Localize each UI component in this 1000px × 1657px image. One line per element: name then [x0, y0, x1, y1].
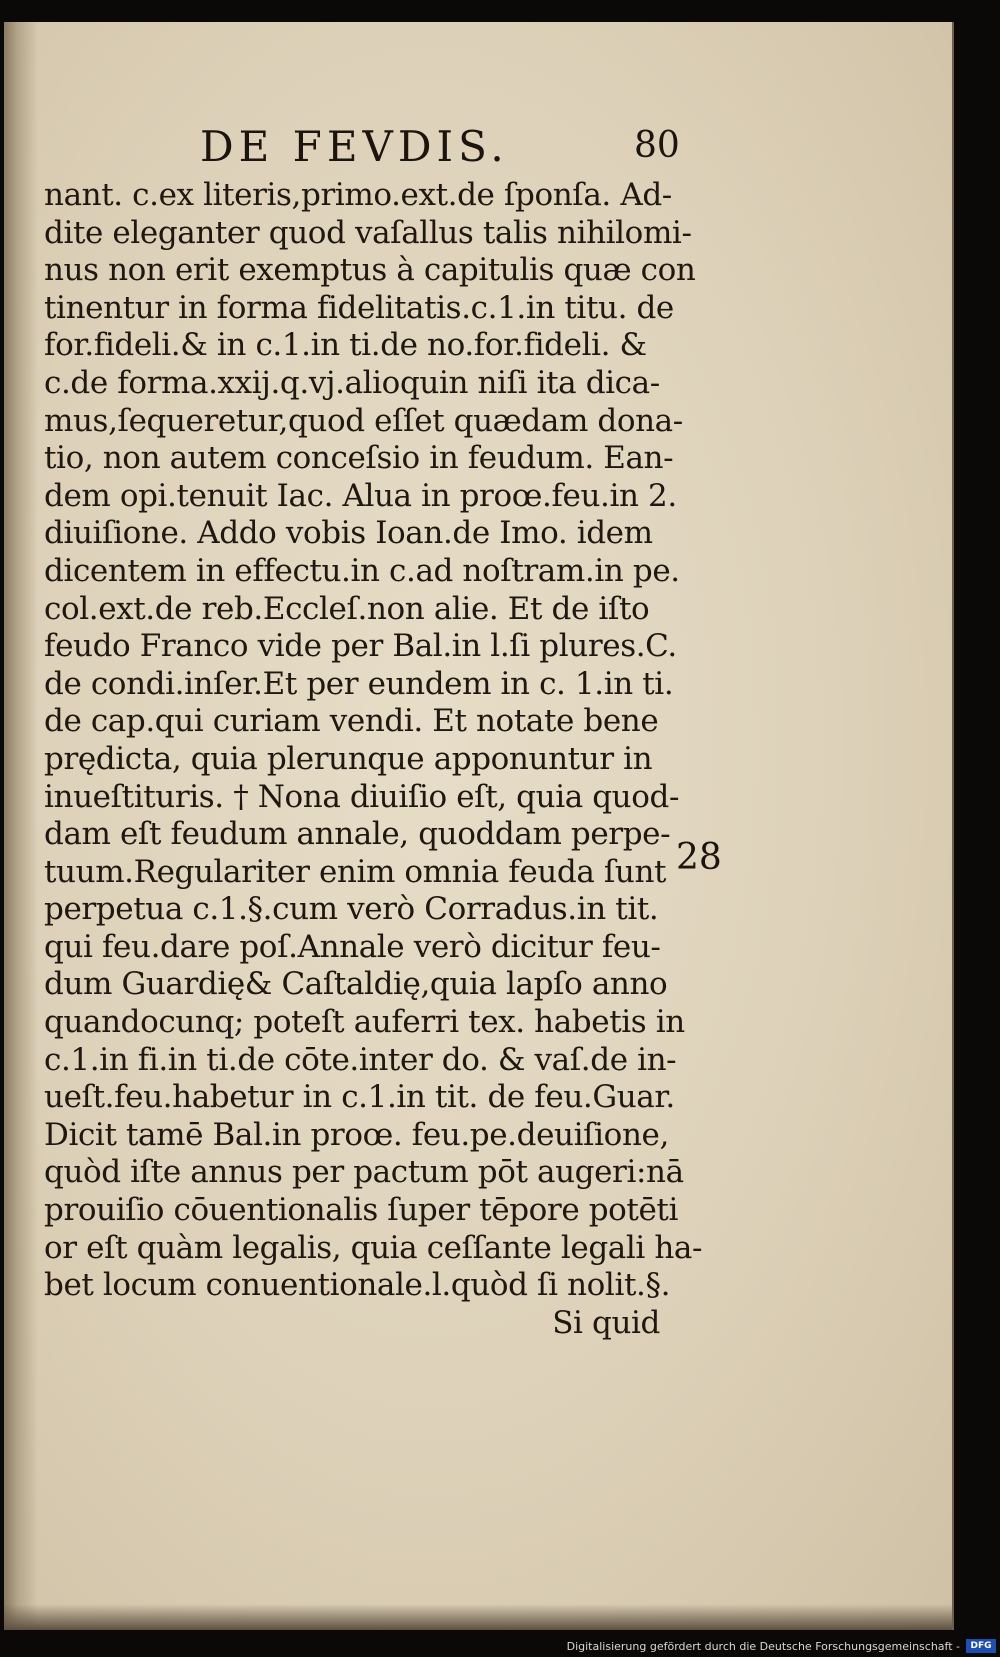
text-line: dum Guardię& Caſtaldię,quia lapſo anno: [44, 966, 668, 1003]
text-line: prędicta, quia plerunque apponuntur in: [44, 740, 653, 777]
dfg-logo: DFG: [966, 1639, 996, 1653]
funding-credit: Digitalisierung gefördert durch die Deutsche Forschungsgemeinschaft -: [566, 1640, 960, 1653]
text-line: quòd iſte annus per pactum pōt augeri:nā: [44, 1154, 684, 1191]
text-line: tuum.Regulariter enim omnia feuda ſunt: [44, 853, 667, 890]
running-head: DE FEVDIS.: [200, 122, 509, 171]
page-gutter-shadow: [4, 22, 38, 1630]
text-line: de condi.inſer.Et per eundem in c. 1.in ti.: [44, 665, 674, 702]
text-line: nant. c.ex literis,primo.ext.de ſponſa. Ad-: [44, 177, 672, 213]
book-page: [4, 22, 954, 1630]
text-line: perpetua c.1.§.cum verò Corradus.in tit.: [44, 891, 659, 928]
text-line: dem opi.tenuit Iac. Alua in proœ.feu.in 2.: [44, 477, 677, 514]
text-line: nus non erit exemptus à capitulis quæ con: [44, 252, 696, 289]
text-line: de cap.qui curiam vendi. Et notate bene: [44, 703, 659, 740]
catchword: Si quid: [552, 1304, 660, 1341]
footer-bar: [0, 1635, 1000, 1657]
text-line: quandocunq; poteſt auferri tex. habetis in: [44, 1004, 685, 1041]
text-line: prouiſio cōuentionalis ſuper tēpore potēti: [44, 1192, 679, 1229]
text-line: ueſt.feu.habetur in c.1.in tit. de feu.Guar.: [44, 1079, 675, 1116]
text-line: dicentem in effectu.in c.ad noſtram.in pe.: [44, 552, 680, 589]
text-line: dam eſt feudum annale, quoddam perpe-: [44, 816, 671, 853]
page-number: 80: [634, 125, 680, 166]
text-line: for.fideli.& in c.1.in ti.de no.for.fideli. &: [44, 327, 647, 364]
text-line: bet locum conuentionale.l.quòd ſi nolit.§.: [44, 1267, 671, 1304]
text-line: or eſt quàm legalis, quia ceſſante legali ha-: [44, 1229, 703, 1266]
text-line: mus,ſequeretur,quod eſſet quædam dona-: [44, 402, 683, 439]
text-line: diuiſione. Addo vobis Ioan.de Imo. idem: [44, 515, 653, 552]
text-line: Dicit tamē Bal.in proœ. feu.pe.deuiſione,: [44, 1116, 669, 1153]
text-line: tio, non autem conceſsio in feudum. Ean-: [44, 440, 674, 477]
text-line: col.ext.de reb.Eccleſ.non alie. Et de iſto: [44, 590, 650, 627]
text-line: qui feu.dare poſ.Annale verò dicitur feu-: [44, 928, 661, 965]
text-line: inueſtituris. † Nona diuiſio eſt, quia quod-: [44, 778, 680, 815]
margin-note-number: 28: [676, 837, 722, 878]
text-line: dite eleganter quod vaſallus talis nihilomi-: [44, 214, 692, 251]
text-line: tinentur in forma fidelitatis.c.1.in titu. de: [44, 289, 674, 326]
text-line: c.de forma.xxij.q.vj.alioquin niſi ita dica-: [44, 364, 660, 401]
text-line: c.1.in fi.in ti.de cōte.inter do. & vaſ.de in-: [44, 1041, 677, 1078]
page-bottom-shadow: [4, 1604, 952, 1630]
text-line: feudo Franco vide per Bal.in l.ſi plures.C.: [44, 628, 677, 665]
